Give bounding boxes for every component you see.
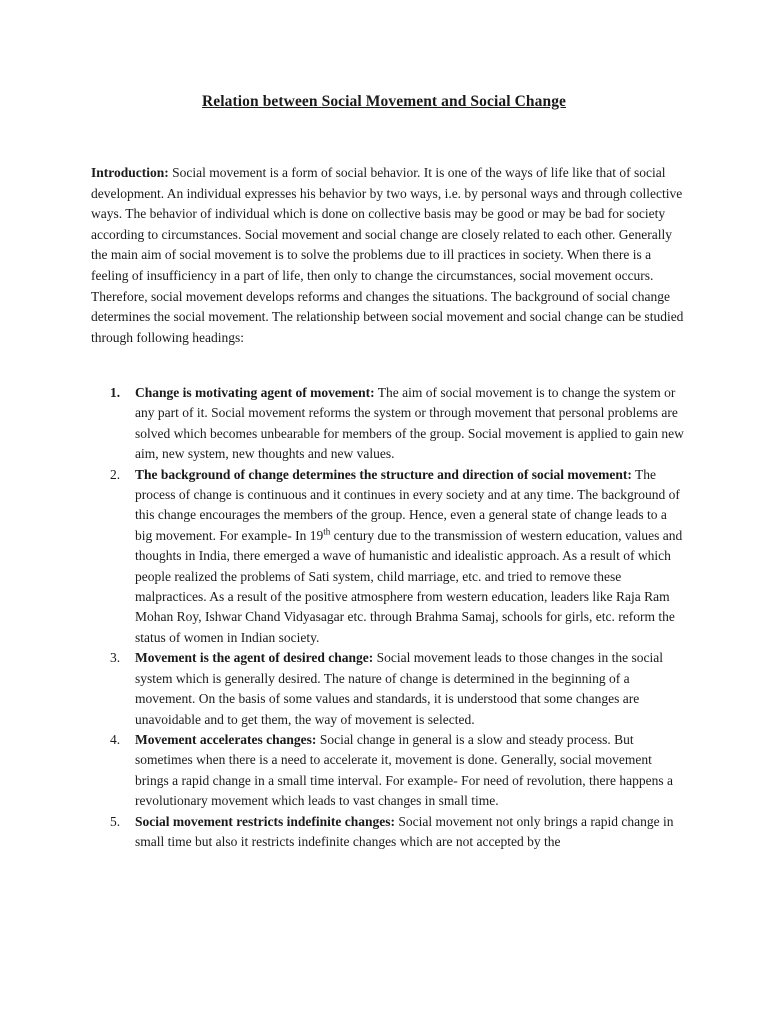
list-item-number: 2. (110, 466, 121, 482)
headings-list (91, 383, 685, 852)
list-item-number: 5. (110, 813, 121, 829)
list-item-heading: Movement accelerates changes: (135, 731, 317, 747)
list-item-text: Social change in general is a slow and steady process. But sometimes when there is a need to accelerate it, movement is done. Generally, social movement brings a rapid change in a small time interval. For example- For need of revolution, there happens a revolutionary movement which leads to vast changes in small time. (135, 731, 673, 809)
list-item (91, 648, 685, 730)
intro-text: Social movement is a form of social behavior. It is one of the ways of life like that of social development. An individual expresses his behavior by two ways, i.e. by personal ways and through collective ways. The behavior of individual which is done on collective basis may be good or may be bad for society according to circumstances. Social movement and social change are closely related to each other. Generally the main aim of social movement is to solve the problems due to ill practices in society. When there is a feeling of insufficiency in a part of life, then only to change the circumstances, social movement occurs. Therefore, social movement develops reforms and changes the situations. The background of social change determines the social movement. The relationship between social movement and social change can be studied through following headings: (91, 165, 684, 345)
superscript-th: th (323, 526, 331, 537)
list-item-text: The aim of social movement is to change the system or any part of it. Social movement reforms the system or through movement that personal problems are solved which becomes unbearable for members of the group. Social movement is applied to gain new aim, new system, new thoughts and new values. (135, 385, 684, 462)
list-item-heading: Movement is the agent of desired change: (135, 650, 374, 666)
list-item-number: 4. (110, 731, 121, 747)
list-item-number: 1. (110, 385, 121, 400)
list-item-text: Social movement not only brings a rapid change in small time but also it restricts indefinite changes which are not accepted by the (135, 813, 674, 849)
list-item-heading: Social movement restricts indefinite changes: (135, 813, 395, 829)
list-item (91, 465, 685, 649)
list-item-text-continued: century due to the transmission of western education, values and thoughts in India, there emerged a wave of humanistic and idealistic approach. As a result of which people realized the problems of Sati system, child marriage, etc. and tried to remove these malpractices. As a result of the positive atmosphere from western education, leaders like Raja Ram Mohan Roy, Ishwar Chand Vidyasagar etc. through Brahma Samaj, schools for girls, etc. reform the status of women in Indian society. (135, 527, 683, 645)
list-item (91, 383, 685, 465)
document-title: Relation between Social Movement and Social Change (201, 93, 567, 110)
intro-label: Introduction: (91, 165, 169, 180)
list-item-number: 3. (110, 650, 121, 666)
list-item-heading: Change is motivating agent of movement: (135, 385, 375, 400)
list-item-heading: The background of change determines the structure and direction of social movement: (135, 466, 632, 482)
list-item (91, 812, 685, 853)
list-item-text: The process of change is continuous and it continues in every society and at any time. The background of this change encourages the members of the group. Hence, even a general state of change leads to a big movement. For example- In 19 (135, 466, 680, 543)
list-item (91, 730, 685, 812)
intro-paragraph (91, 163, 685, 348)
list-item-text: Social movement leads to those changes in the social system which is generally desired. The nature of change is determined in the beginning of a movement. On the basis of some values and standards, it is understood that some changes are unavoidable and to get them, the way of movement is selected. (135, 650, 664, 727)
